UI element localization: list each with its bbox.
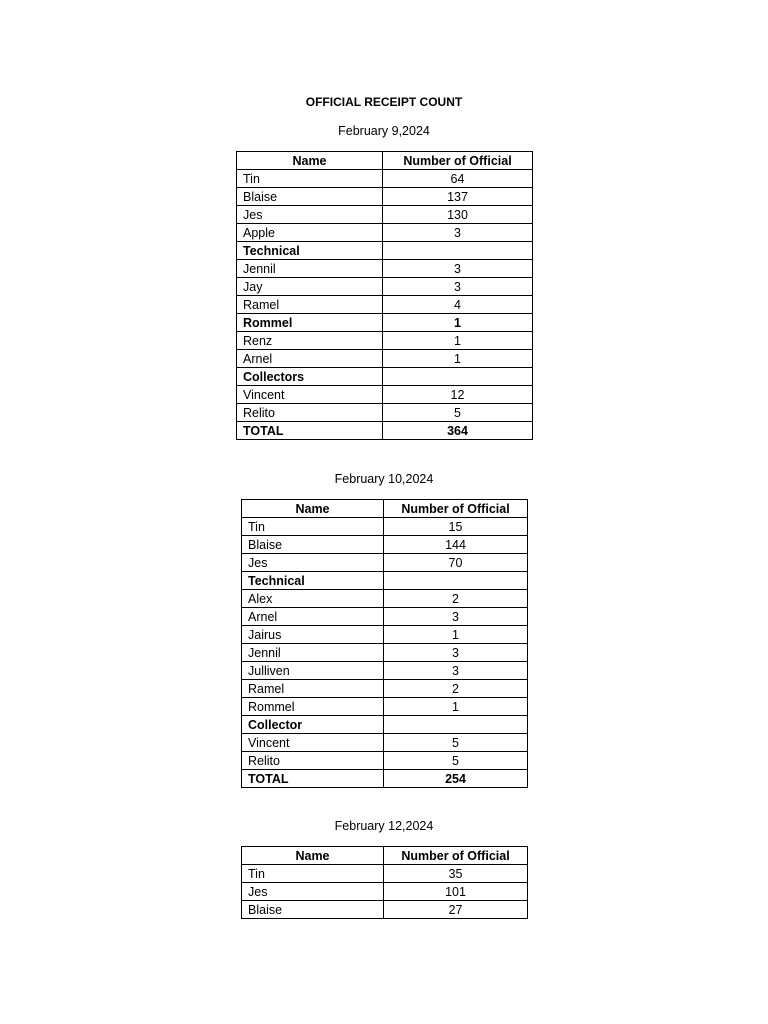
count-column-header: Number of Official: [384, 847, 528, 865]
table-row: [242, 518, 528, 536]
row-name-cell: Jairus: [242, 626, 384, 644]
row-count-cell: 101: [384, 883, 528, 901]
row-name-cell: Vincent: [242, 734, 384, 752]
row-count-cell: 3: [384, 608, 528, 626]
row-count-cell: 15: [384, 518, 528, 536]
section-date: February 12,2024: [334, 819, 434, 833]
row-name-cell: Vincent: [237, 386, 383, 404]
table-row: [237, 206, 533, 224]
row-name-cell: Blaise: [242, 536, 384, 554]
row-name-cell: Arnel: [237, 350, 383, 368]
table-row: [242, 752, 528, 770]
row-name-cell: Rommel: [242, 698, 384, 716]
row-name-cell: Collector: [242, 716, 384, 734]
table-row: [242, 608, 528, 626]
table-row: [242, 883, 528, 901]
row-count-cell: 27: [384, 901, 528, 919]
section-date: February 9,2024: [338, 124, 430, 138]
table-row: [242, 554, 528, 572]
row-name-cell: Technical: [237, 242, 383, 260]
row-name-cell: Jennil: [237, 260, 383, 278]
name-column-header: Name: [242, 847, 384, 865]
table-row: [242, 626, 528, 644]
document-title: OFFICIAL RECEIPT COUNT: [305, 95, 463, 109]
row-count-cell: 1: [383, 350, 533, 368]
row-count-cell: 5: [383, 404, 533, 422]
count-column-header: Number of Official: [384, 500, 528, 518]
row-name-cell: Blaise: [237, 188, 383, 206]
row-name-cell: Tin: [242, 865, 384, 883]
row-count-cell: [384, 716, 528, 734]
row-name-cell: TOTAL: [237, 422, 383, 440]
table-row: [242, 865, 528, 883]
table-header-row: [242, 500, 528, 518]
table-row: [242, 698, 528, 716]
row-count-cell: 3: [384, 644, 528, 662]
row-name-cell: Jes: [242, 554, 384, 572]
row-count-cell: 35: [384, 865, 528, 883]
row-count-cell: 3: [383, 278, 533, 296]
row-name-cell: Jay: [237, 278, 383, 296]
table-row: [242, 716, 528, 734]
row-name-cell: Blaise: [242, 901, 384, 919]
table-row: [237, 296, 533, 314]
count-column-header: Number of Official: [383, 152, 533, 170]
row-count-cell: [383, 242, 533, 260]
row-count-cell: 5: [384, 752, 528, 770]
row-count-cell: 144: [384, 536, 528, 554]
table-row: [242, 734, 528, 752]
table-row: [242, 590, 528, 608]
row-count-cell: 3: [383, 260, 533, 278]
row-name-cell: Jennil: [242, 644, 384, 662]
name-column-header: Name: [237, 152, 383, 170]
row-name-cell: Ramel: [237, 296, 383, 314]
row-count-cell: 130: [383, 206, 533, 224]
table-row: [237, 332, 533, 350]
row-name-cell: Collectors: [237, 368, 383, 386]
table-header-row: [237, 152, 533, 170]
row-name-cell: Relito: [242, 752, 384, 770]
row-count-cell: 3: [383, 224, 533, 242]
row-name-cell: Julliven: [242, 662, 384, 680]
row-count-cell: 254: [384, 770, 528, 788]
table-row: [237, 314, 533, 332]
row-count-cell: 137: [383, 188, 533, 206]
row-count-cell: 4: [383, 296, 533, 314]
table-row: [242, 662, 528, 680]
row-count-cell: 1: [384, 626, 528, 644]
row-name-cell: Relito: [237, 404, 383, 422]
table-row: [242, 536, 528, 554]
row-name-cell: Jes: [237, 206, 383, 224]
row-count-cell: 1: [383, 314, 533, 332]
table-row: [242, 680, 528, 698]
table-row: [237, 188, 533, 206]
row-name-cell: Ramel: [242, 680, 384, 698]
receipt-table: [241, 499, 528, 788]
row-count-cell: 2: [384, 680, 528, 698]
row-name-cell: Jes: [242, 883, 384, 901]
row-count-cell: 1: [384, 698, 528, 716]
table-row: [237, 242, 533, 260]
row-count-cell: [384, 572, 528, 590]
row-count-cell: [383, 368, 533, 386]
row-name-cell: Apple: [237, 224, 383, 242]
row-name-cell: Tin: [237, 170, 383, 188]
table-row: [242, 901, 528, 919]
row-count-cell: 70: [384, 554, 528, 572]
table-row: [237, 170, 533, 188]
row-name-cell: Arnel: [242, 608, 384, 626]
row-count-cell: 12: [383, 386, 533, 404]
row-count-cell: 364: [383, 422, 533, 440]
table-row: [237, 368, 533, 386]
table-row: [237, 386, 533, 404]
row-count-cell: 1: [383, 332, 533, 350]
table-row: [242, 644, 528, 662]
table-header-row: [242, 847, 528, 865]
table-row: [237, 224, 533, 242]
row-name-cell: Renz: [237, 332, 383, 350]
row-name-cell: Alex: [242, 590, 384, 608]
row-name-cell: Technical: [242, 572, 384, 590]
table-row: [242, 770, 528, 788]
row-name-cell: TOTAL: [242, 770, 384, 788]
section-date: February 10,2024: [334, 472, 434, 486]
table-row: [242, 572, 528, 590]
receipt-table: [236, 151, 533, 440]
row-count-cell: 5: [384, 734, 528, 752]
table-row: [237, 278, 533, 296]
table-row: [237, 404, 533, 422]
row-count-cell: 3: [384, 662, 528, 680]
receipt-table: [241, 846, 528, 919]
table-row: [237, 422, 533, 440]
row-name-cell: Rommel: [237, 314, 383, 332]
row-name-cell: Tin: [242, 518, 384, 536]
row-count-cell: 2: [384, 590, 528, 608]
table-row: [237, 350, 533, 368]
row-count-cell: 64: [383, 170, 533, 188]
name-column-header: Name: [242, 500, 384, 518]
table-row: [237, 260, 533, 278]
